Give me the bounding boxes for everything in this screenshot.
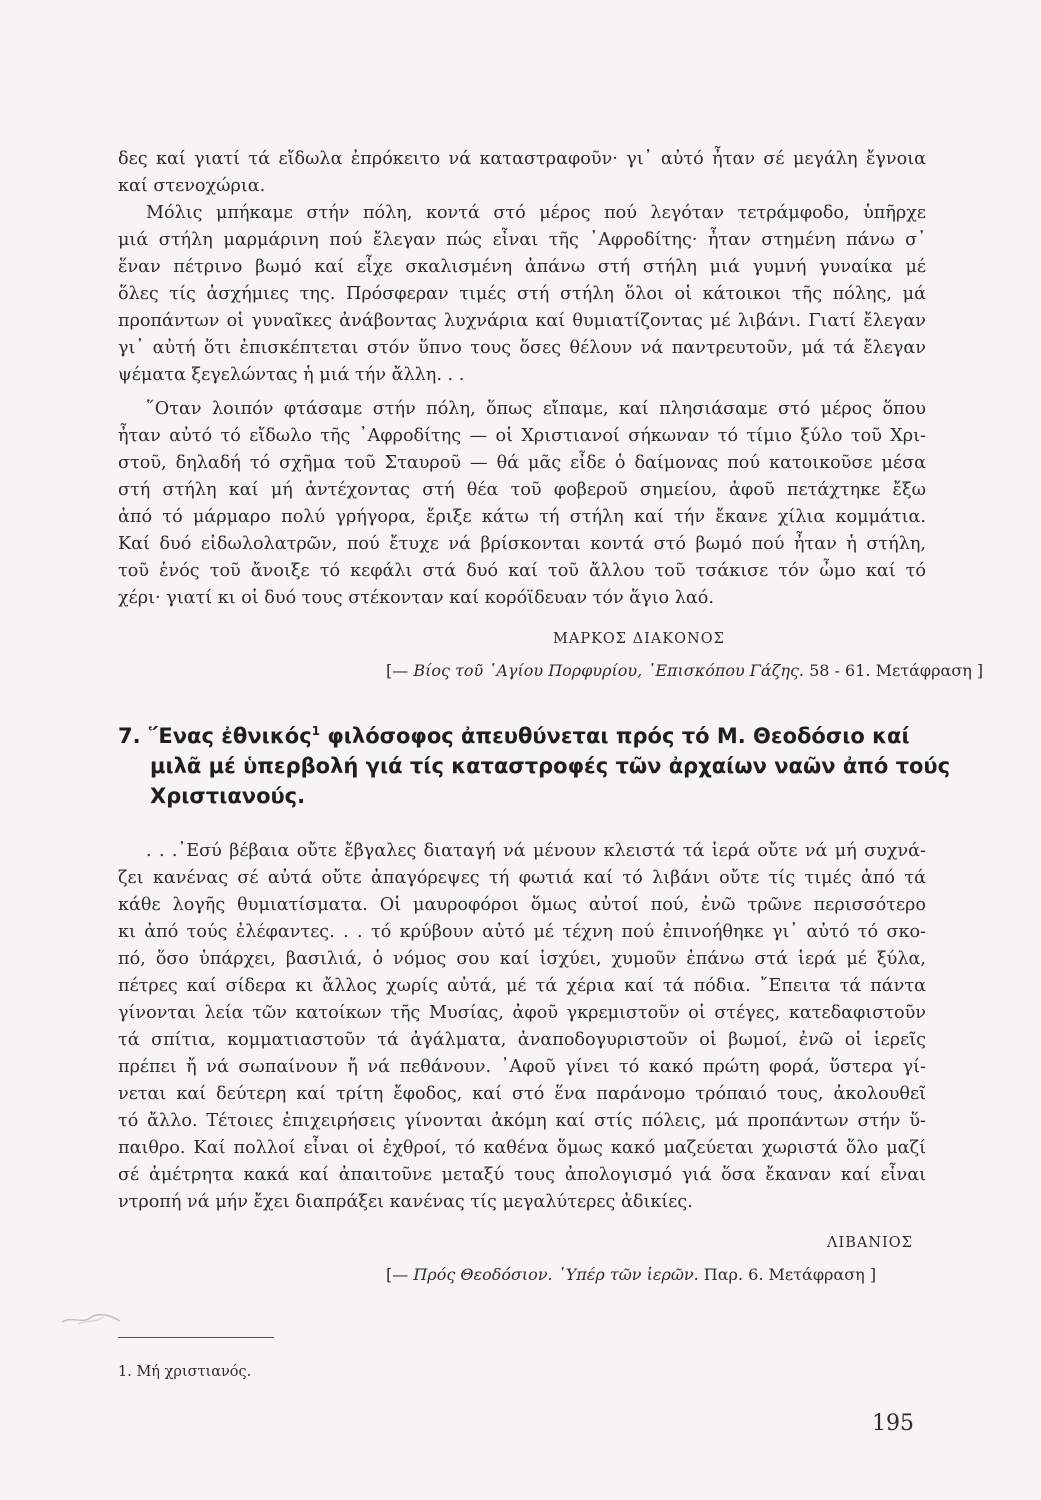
source-citation [386,1264,876,1286]
text-line: τοῦ ἑνός τοῦ ἄνοιξε τό κεφάλι στά δυό καί τοῦ ἄλλου τοῦ τσάκισε τόν ὦμο καί τό [118,561,926,581]
ink-smudge [60,1312,126,1326]
text-line: Καί δυό εἰδωλολατρῶν, πού ἔτυχε νά βρίσκονται κοντά στό βωμό πού ἦταν ἡ στήλη, [118,534,926,554]
source-detail: Παρ. 6. Μετάφραση ] [703,1265,877,1284]
footnote-reference: 1 [311,724,320,738]
text-line: ὅλες τίς ἀσχήμιες της. Πρόσφεραν τιμές στή στήλη ὅλοι οἱ κάτοικοι τῆς πόλης, μά [118,284,926,304]
text-line: ῞Οταν λοιπόν φτάσαμε στήν πόλη, ὅπως εἴπαμε, καί πλησιάσαμε στό μέρος ὅπου [146,399,926,419]
footnote: 1. Μή χριστιανός. [118,1364,252,1380]
text-line: γι᾽ αὐτή ὅτι ἐπισκέπτεται στόν ὕπνο τους ὅσες θέλουν νά παντρευτοῦν, μά τά ἔλεγαν [118,338,926,358]
heading-text: φιλόσοφος ἀπευθύνεται πρός τό Μ. Θεοδόσιο καί [327,724,910,748]
text-line: κάθε λογῆς θυμιατίσματα. Οἱ μαυροφόροι ὅμως αὐτοί πού, ἐνῶ τρῶνε περισσότερο [118,895,926,915]
source-citation [386,660,983,682]
text-line: ἕναν πέτρινο βωμό καί εἶχε σκαλισμένη ἀπάνω στή στήλη μιά γυμνή γυναίκα μέ [118,257,926,277]
source-bracket: [— [386,661,409,680]
text-line: Μόλις μπήκαμε στήν πόλη, κοντά στό μέρος πού λεγόταν τετράμφοδο, ὑπῆρχε [146,203,926,223]
text-line: μιά στήλη μαρμάρινη πού ἔλεγαν πώς εἶναι τῆς ᾿Αφροδίτης· ἦταν στημένη πάνω σ᾽ [118,230,926,250]
text-line: χέρι· γιατί κι οἱ δυό τους στέκονταν καί κορόϊδευαν τόν ἅγιο λαό. [118,588,714,608]
text-line: ζει κανένας σέ αὐτά οὔτε ἀπαγόρεψες τή φωτιά καί τό λιβάνι οὔτε τίς τιμές ἀπό τά [118,868,926,888]
text-line: παιθρο. Καί πολλοί εἶναι οἱ ἐχθροί, τό καθένα ὅμως κακό μαζεύεται χωριστά ὅλο μαζί [118,1138,926,1158]
text-line: στοῦ, δηλαδή τό σχῆμα τοῦ Σταυροῦ — θά μᾶς εἶδε ὁ δαίμονας πού κατοικοῦσε μέσα [118,453,926,473]
text-line: προπάντων οἱ γυναῖκες ἀνάβοντας λυχνάρια καί θυμιατίζοντας μέ λιβάνι. Γιατί ἔλεγαν [118,311,926,331]
heading-text: ῞Ενας ἐθνικός [147,724,312,748]
text-line: νεται καί δεύτερη καί τρίτη ἔφοδος, καί στό ἕνα παράνομο τρόπαιό τους, ἀκολουθεῖ [118,1084,926,1104]
text-line: πρέπει ἤ νά σωπαίνουν ἤ νά πεθάνουν. ᾿Αφοῦ γίνει τό κακό πρώτη φορά, ὕστερα γί- [118,1057,926,1077]
text-line: πό, ὅσο ὑπάρχει, βασιλιά, ὁ νόμος σου καί ἰσχύει, χυμοῦν ἐπάνω στά ἱερά μέ ξύλα, [118,949,926,969]
author-name: ΛΙΒΑΝΙΟΣ [827,1235,913,1251]
heading-line-3: Χριστιανούς. [150,784,306,808]
text-line: καί στενοχώρια. [118,176,266,196]
text-line: ντροπή νά μήν ἔχει διαπράξει κανένας τίς μεγαλύτερες ἀδικίες. [118,1192,693,1212]
footnote-divider [118,1337,274,1338]
text-line: τό ἄλλο. Τέτοιες ἐπιχειρήσεις γίνονται ἀκόμη καί στίς πόλεις, μά προπάντων στήν ὕ- [118,1111,926,1131]
text-line: ψέματα ξεγελώντας ἡ μιά τήν ἄλλη. . . [118,365,465,385]
source-bracket: [— [386,1265,409,1284]
author-name: ΜΑΡΚΟΣ ΔΙΑΚΟΝΟΣ [553,631,725,647]
text-line: γίνονται λεία τῶν κατοίκων τῆς Μυσίας, ἀφοῦ γκρεμιστοῦν οἱ στέγες, κατεδαφιστοῦν [118,1003,926,1023]
text-line: δες καί γιατί τά εἴδωλα ἐπρόκειτο νά καταστραφοῦν· γι᾽ αὐτό ἦταν σέ μεγάλη ἔγνοια [118,149,926,169]
source-detail: 58 - 61. Μετάφραση ] [809,661,984,680]
source-title: Πρός Θεοδόσιον. ῾Υπέρ τῶν ἱερῶν. [413,1265,699,1284]
text-line: ἦταν αὐτό τό εἴδωλο τῆς ᾿Αφροδίτης — οἱ Χριστιανοί σήκωναν τό τίμιο ξύλο τοῦ Χρι- [118,426,926,446]
text-line: πέτρες καί σίδερα κι ἄλλος χωρίς αὐτά, μέ τά χέρια καί τά πόδια. ῎Επειτα τά πάντα [118,976,926,996]
text-line: . . .᾿Εσύ βέβαια οὔτε ἔβγαλες διαταγή νά μένουν κλειστά τά ἱερά οὔτε νά μή συχνά- [146,841,926,861]
heading-line-2: μιλᾶ μέ ὑπερβολή γιά τίς καταστροφές τῶν ἀρχαίων ναῶν ἀπό τούς [150,754,951,778]
text-line: κι ἀπό τούς ἐλέφαντες. . . τό κρύβουν αὐτό μέ τέχνη πού ἐπινοήθηκε γι᾽ αὐτό τό σκο- [118,922,926,942]
text-line: σέ ἀμέτρητα κακά καί ἀπαιτοῦνε μεταξύ τους ἀπολογισμό γιά ὅσα ἔκαναν καί εἶναι [118,1165,926,1185]
text-line: στή στήλη καί μή ἀντέχοντας στή θέα τοῦ φοβεροῦ σημείου, ἀφοῦ πετάχτηκε ἔξω [118,480,926,500]
text-line: τά σπίτια, κομματιαστοῦν τά ἀγάλματα, ἀναποδογυριστοῦν οἱ βωμοί, ἐνῶ οἱ ἱερεῖς [118,1030,926,1050]
section-number: 7. [118,724,141,748]
heading-line-1 [118,722,910,750]
source-title: Βίος τοῦ ῾Αγίου Πορφυρίου, ᾿Επισκόπου Γάζης. [413,661,805,680]
page-number: 195 [872,1411,914,1436]
text-line: ἀπό τό μάρμαρο πολύ γρήγορα, ἔριξε κάτω τή στήλη καί τήν ἔκανε χίλια κομμάτια. [118,507,926,527]
